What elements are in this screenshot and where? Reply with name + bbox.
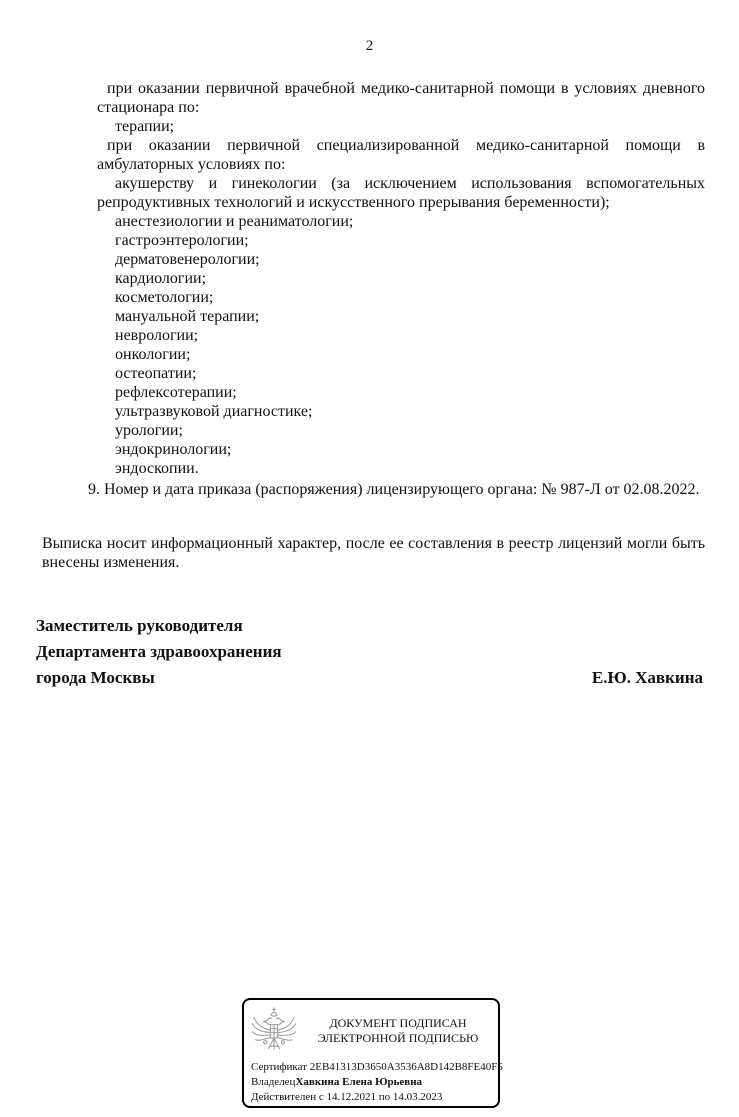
stamp-details — [244, 1059, 503, 1105]
document-paragraph: дерматовенерологии; — [115, 251, 260, 268]
document-paragraph: при оказании первичной врачебной медико-санитарной помощи в условиях дневного стационара по: — [97, 80, 705, 116]
signer-name: Е.Ю. Хавкина — [591, 668, 703, 687]
stamp-title-line1: ДОКУМЕНТ ПОДПИСАН — [329, 1016, 467, 1030]
signer-title-line: Департамента здравоохранения — [36, 642, 282, 661]
certificate-value: 2EB41313D3650A3536A8D142B8FE40F5 — [309, 1061, 503, 1073]
owner-label: Владелец — [251, 1076, 296, 1088]
document-paragraph: кардиологии; — [115, 270, 207, 287]
document-paragraph: анестезиологии и реаниматологии; — [115, 213, 354, 230]
stamp-title-line2: ЭЛЕКТРОННОЙ ПОДПИСЬЮ — [317, 1031, 479, 1045]
document-paragraph: урологии; — [115, 422, 183, 439]
document-paragraph: ультразвуковой диагностике; — [115, 403, 313, 420]
document-paragraph: эндокринологии; — [115, 441, 232, 458]
document-paragraph: акушерству и гинекологии (за исключением использования вспомогательных репродуктивных технологий и искусственного прерывания беременности); — [97, 175, 705, 211]
stamp-title — [302, 1016, 494, 1046]
document-paragraph: онкологии; — [115, 346, 191, 363]
double-headed-eagle-icon — [250, 1005, 298, 1057]
page-number: 2 — [365, 38, 374, 54]
certificate-label: Сертификат — [251, 1061, 310, 1073]
stamp-header — [244, 1000, 498, 1059]
license-activities-block — [97, 79, 705, 478]
document-paragraph: эндоскопии. — [115, 460, 199, 477]
certificate-line — [251, 1060, 503, 1075]
signature-block — [36, 613, 703, 691]
document-paragraph: рефлексотерапии; — [115, 384, 237, 401]
document-paragraph: остеопатии; — [115, 365, 197, 382]
owner-line — [251, 1075, 496, 1090]
document-paragraph: при оказании первичной специализированной медико-санитарной помощи в амбулаторных условиях по: — [97, 137, 705, 173]
document-paragraph: терапии; — [115, 118, 175, 135]
document-paragraph: неврологии; — [115, 327, 199, 344]
validity-line: Действителен с 14.12.2021 по 14.03.2023 — [251, 1091, 443, 1103]
document-paragraph: мануальной терапии; — [115, 308, 260, 325]
owner-name: Хавкина Елена Юрьевна — [295, 1076, 423, 1088]
electronic-signature-stamp — [242, 998, 503, 1108]
order-number-line: 9. Номер и дата приказа (распоряжения) лицензирующего органа: № 987-Л от 02.08.2022. — [88, 481, 700, 498]
informational-note: Выписка носит информационный характер, после ее составления в реестр лицензий могли быть внесены изменения. — [42, 535, 705, 571]
document-paragraph: гастроэнтерологии; — [115, 232, 249, 249]
signer-title-line: города Москвы — [36, 668, 155, 687]
document-paragraph: косметологии; — [115, 289, 214, 306]
signer-title-line: Заместитель руководителя — [36, 616, 243, 635]
